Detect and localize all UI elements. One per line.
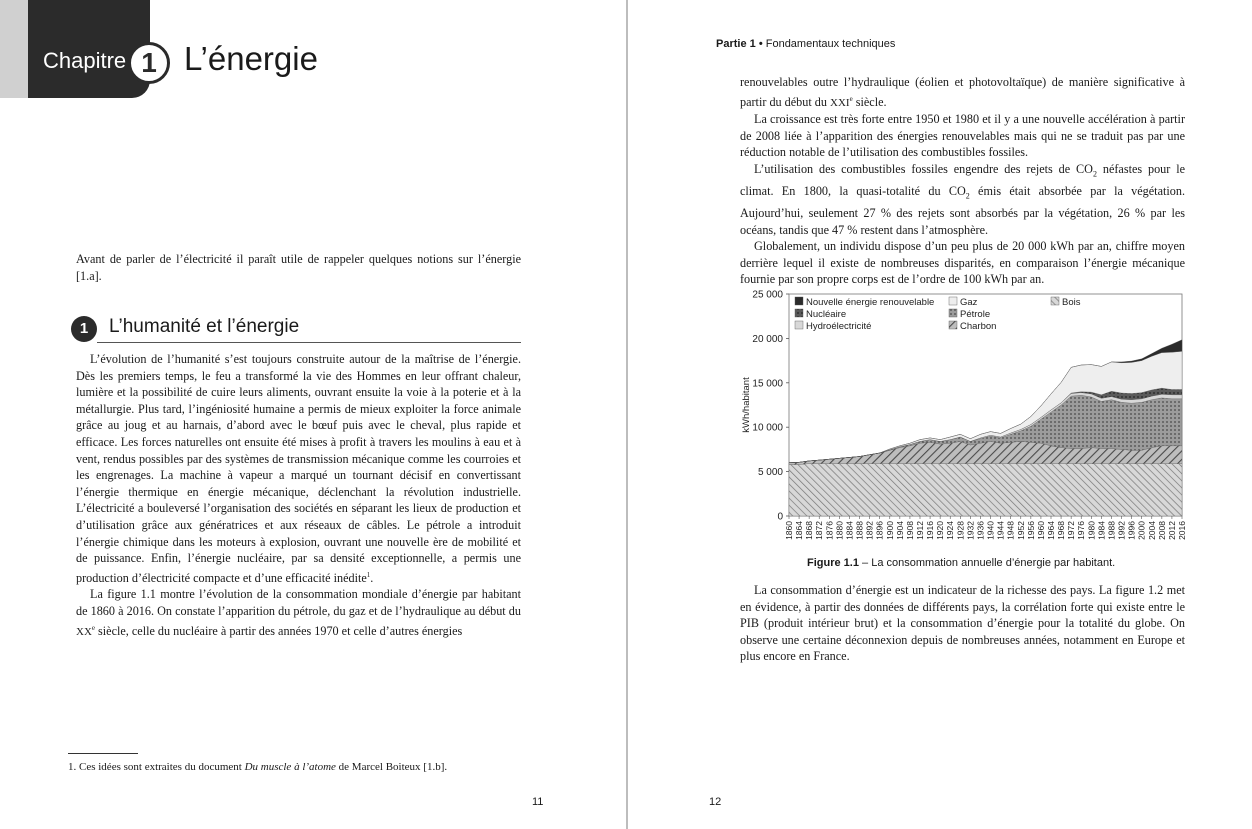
- body-text-right-bottom: [740, 582, 1185, 665]
- x-tick-label: 1956: [1025, 521, 1036, 540]
- x-tick-label: 1940: [985, 521, 996, 540]
- x-tick-label: 1992: [1116, 521, 1127, 540]
- paragraph-renewables: renouvelables outre l’hydraulique (éolien et photovoltaïque) de manière significative à partir du début du XXIe siècle.: [740, 75, 1185, 109]
- x-tick-label: 1904: [894, 521, 905, 540]
- page-number-right: 12: [709, 796, 722, 808]
- energy-consumption-chart: [737, 284, 1217, 554]
- x-tick-label: 1916: [925, 521, 936, 540]
- legend-label: Hydroélectricité: [806, 321, 872, 332]
- y-axis-label: kWh/habitant: [741, 377, 752, 433]
- running-head: Partie 1 • Fondamentaux techniques: [716, 38, 896, 50]
- x-tick-label: 1972: [1066, 521, 1077, 540]
- x-tick-label: 2016: [1177, 521, 1187, 540]
- x-tick-label: 1984: [1096, 521, 1107, 540]
- chapter-band-accent: [0, 0, 28, 98]
- y-tick-label: 25 000: [752, 289, 783, 301]
- legend-swatch: [795, 309, 803, 317]
- x-tick-label: 1944: [995, 521, 1006, 540]
- footnote-marker: 1: [366, 570, 371, 579]
- x-tick-label: 2008: [1156, 521, 1167, 540]
- legend-swatch: [949, 297, 957, 305]
- x-tick-label: 1976: [1076, 521, 1087, 540]
- footnote: 1. Ces idées sont extraites du document Du muscle à l’atome de Marcel Boiteux [1.b].: [68, 761, 448, 773]
- chapter-number: 1: [128, 42, 170, 84]
- section-number-badge: 1: [71, 316, 97, 342]
- x-tick-label: 1948: [1005, 521, 1016, 540]
- series-area-bois: [789, 464, 1182, 516]
- section-title: L’humanité et l’énergie: [109, 316, 300, 337]
- legend-label: Nouvelle énergie renouvelable: [806, 297, 935, 308]
- x-tick-label: 1908: [904, 521, 915, 540]
- x-tick-label: 2012: [1166, 521, 1177, 540]
- x-tick-label: 1876: [824, 521, 835, 540]
- x-tick-label: 1888: [854, 521, 865, 540]
- legend-label: Pétrole: [960, 309, 991, 320]
- legend-label: Gaz: [960, 297, 978, 308]
- chapter-title: L’énergie: [184, 40, 318, 77]
- x-tick-label: 1968: [1056, 521, 1067, 540]
- paragraph-richesse: La consommation d’énergie est un indicateur de la richesse des pays. La figure 1.2 met en évidence, à partir des données de différents pays, la corrélation forte qui existe entre le PIB (produit intérieur brut) et la consommation d’énergie pour la totalité du globe. On observe une certaine déconnexion depuis de nombreuses années, notamment en Europe et plus encore en France.: [740, 583, 1185, 664]
- intro-paragraph: Avant de parler de l’électricité il paraît utile de rappeler quelques notions sur l’énergie [1.a].: [76, 252, 521, 283]
- page-number-left: 11: [532, 796, 544, 808]
- figure-caption: Figure 1.1 – La consommation annuelle d’énergie par habitant.: [807, 557, 1116, 569]
- x-tick-label: 1884: [844, 521, 855, 540]
- x-tick-label: 1932: [965, 521, 976, 540]
- legend-swatch: [795, 321, 803, 329]
- x-tick-label: 2004: [1146, 521, 1157, 540]
- x-tick-label: 1920: [935, 521, 946, 540]
- legend-label: Charbon: [960, 321, 997, 332]
- x-tick-label: 1928: [955, 521, 966, 540]
- body-text-right-top: [740, 74, 1185, 288]
- footnote-rule: [68, 753, 138, 754]
- y-tick-label: 15 000: [752, 378, 783, 390]
- section-underline: [97, 342, 521, 343]
- paragraph-growth: La croissance est très forte entre 1950 et 1980 et il y a une nouvelle accélération à partir de 2008 liée à l’apparition des énergies renouvelables mais qui ne se traduit pas par une réduction notable de l’utilisation des combustibles fossiles.: [740, 112, 1185, 160]
- paragraph-global: Globalement, un individu dispose d’un peu plus de 20 000 kWh par an, chiffre moyen derrière lequel il existe de nombreuses disparités, en comparaison l’énergie mécanique fournie par son propre corps est de l’ordre de 100 kWh par an.: [740, 239, 1185, 287]
- x-tick-label: 1900: [884, 521, 895, 540]
- x-tick-label: 1960: [1035, 521, 1046, 540]
- x-tick-label: 1868: [804, 521, 815, 540]
- paragraph-co2: L’utilisation des combustibles fossiles engendre des rejets de $CO_2$ néfastes pour le climat. En 1800, la quasi-totalité du $CO_2$ émis était absorbée par la végétation. Aujourd’hui, seulement 27 % des rejets sont absorbés par la végétation, 26 % par les océans, tandis que 47 % restent dans l’atmosphère.: [740, 162, 1185, 237]
- y-tick-label: 20 000: [752, 333, 783, 345]
- x-tick-label: 2000: [1136, 521, 1147, 540]
- footnote-book-title: Du muscle à l’atome: [244, 761, 336, 773]
- legend-swatch: [795, 297, 803, 305]
- chapter-label: Chapitre: [43, 48, 127, 73]
- x-tick-label: 1988: [1106, 521, 1117, 540]
- right-page: [629, 0, 1252, 829]
- x-tick-label: 1912: [915, 521, 925, 540]
- x-tick-label: 1892: [864, 521, 875, 540]
- y-tick-label: 10 000: [752, 422, 783, 434]
- legend-label: Nucléaire: [806, 309, 847, 320]
- x-tick-label: 1872: [814, 521, 825, 540]
- x-tick-label: 1896: [874, 521, 885, 540]
- x-tick-label: 1964: [1046, 521, 1056, 540]
- x-tick-label: 1860: [784, 521, 794, 540]
- paragraph-figure-ref: La figure 1.1 montre l’évolution de la consommation mondiale d’énergie par habitant de 1860 à 2016. On constate l’apparition du pétrole, du gaz et de l’hydraulique au début du XXe siècle, celle du nucléaire à partir des années 1970 et celle d’autres énergies: [76, 587, 521, 638]
- y-tick-label: 5 000: [757, 467, 783, 479]
- x-tick-label: 1996: [1126, 521, 1137, 540]
- x-tick-label: 1952: [1015, 521, 1026, 540]
- paragraph-evolution: L’évolution de l’humanité s’est toujours construite autour de la maîtrise de l’énergie. Dès les premiers temps, le feu a transformé la vie des Hommes en leur offrant chaleur, lumière et la possibilité de cuire leurs aliments, ouvrant ensuite la voie à la poterie et à la métallurgie. Plus tard, l’ingéniosité humaine a permis de mieux exploiter la force animale grâce au joug et au harnais, d’abord avec le bœuf puis avec le cheval, plus rapide et efficace. Les forces naturelles ont ensuite été mises à profit à travers les moulins à eau et à vent, rendus possibles par des systèmes de transmission mécanique comme les courroies et les engrenages. La machine à vapeur a marqué un tournant décisif en convertissant l’énergie thermique en énergie mécanique, déclenchant la révolution industrielle. L’électricité a bouleversé l’organisation des sociétés en séparant les lieux de production et d’utilisation grâce aux génératrices et aux réseaux de câbles. Le pétrole a introduit l’énergie chimique dans les moteurs à explosion, ouvrant une nouvelle ère de mobilité et de puissance. Enfin, l’énergie nucléaire, par sa densité exceptionnelle, a permis une production d’électricité compacte et d’une efficacité inédite$^1$.: [76, 352, 521, 585]
- x-tick-label: 1936: [975, 521, 986, 540]
- legend-swatch: [1051, 297, 1059, 305]
- x-tick-label: 1864: [794, 521, 805, 540]
- legend-swatch: [949, 321, 957, 329]
- legend-label: Bois: [1062, 297, 1081, 308]
- legend-swatch: [949, 309, 957, 317]
- x-tick-label: 1980: [1086, 521, 1097, 540]
- body-text-left: [76, 351, 521, 640]
- book-spine: [626, 0, 628, 829]
- x-tick-label: 1880: [834, 521, 845, 540]
- y-tick-label: 0: [777, 511, 783, 523]
- x-tick-label: 1924: [945, 521, 956, 540]
